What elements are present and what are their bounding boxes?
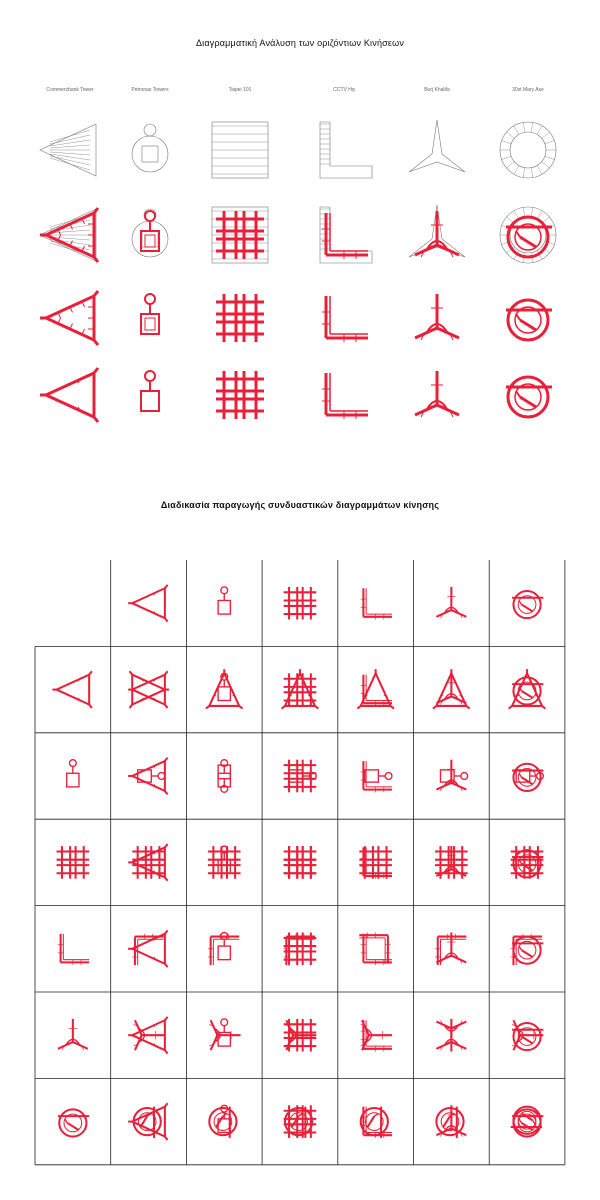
path-line (130, 705, 133, 708)
overlay-petronas (440, 770, 467, 782)
matrix-cell-lshape-triangle (128, 930, 167, 967)
floorplan-burj (409, 120, 465, 172)
floorplan-spoke (531, 168, 533, 178)
overlay-grid (208, 846, 241, 879)
path-line (94, 291, 98, 296)
circulation-diagram-lshape (322, 373, 368, 419)
ring-outer (59, 1109, 86, 1136)
circulation-diagram-burj (415, 371, 459, 417)
matrix-cell-lshape-circle (511, 934, 544, 965)
skybridge-circle (385, 773, 392, 780)
matrix-cell-grid-lshape (359, 846, 392, 879)
path-line (520, 320, 536, 330)
matrix-cell-grid-circle (511, 846, 544, 879)
floorplan-hatch (50, 152, 90, 155)
floorplan-core (142, 146, 158, 162)
path-line (165, 585, 168, 588)
skybridge-circle (145, 294, 155, 304)
path-line (165, 877, 168, 880)
floorplan-core (142, 231, 158, 247)
overlay-triangle (206, 669, 243, 708)
tower-label: Commerzbank Tower (46, 87, 94, 93)
overlay-grid (359, 846, 392, 879)
triangle-path (46, 296, 94, 340)
floorplan-spoke (545, 140, 554, 143)
path-line (206, 706, 209, 709)
tower-label: Burj Khalifa (424, 87, 450, 93)
path-line (165, 1103, 168, 1106)
circulation-diagram-circle (506, 377, 552, 417)
ring-outer (513, 591, 540, 618)
matrix-title: Διαδικασία παραγωγής συνδυαστικών διαγραμμάτων κίνησης (160, 500, 440, 510)
core-rect (218, 687, 230, 701)
floorplan-lshape (320, 122, 372, 178)
ring-outer (513, 1107, 540, 1134)
matrix-cell-burj-lshape (361, 1020, 392, 1051)
floorplan-spoke (502, 156, 511, 159)
floorplan-outline (144, 124, 156, 136)
matrix-cell-burj-grid (284, 1019, 317, 1052)
floorplan-outline (320, 122, 372, 178)
matrix-rowhead-lshape (58, 934, 89, 965)
path-line (509, 706, 512, 709)
path-line (433, 706, 436, 709)
path-line (130, 671, 133, 674)
path-line (522, 691, 533, 698)
ring-outer (508, 217, 548, 257)
path-line (443, 1116, 450, 1127)
floorplan-outline (132, 136, 168, 172)
inner-rect (145, 235, 155, 247)
matrix-rowhead-grid (57, 846, 90, 879)
path-line (165, 844, 168, 847)
overlay-petronas (289, 770, 316, 782)
path-line (520, 237, 536, 247)
floorplan-overlay-circle (500, 207, 556, 263)
matrix-rowhead-circle (58, 1109, 89, 1136)
path-line (516, 314, 520, 320)
floorplan-hatch (50, 158, 90, 170)
triangle-path (57, 675, 90, 705)
matrix-cell-circle-petronas (209, 1105, 236, 1138)
matrix-cell-grid-grid (284, 846, 317, 879)
path-line (542, 706, 545, 709)
overlay-lshape (322, 213, 368, 259)
overlay-burj (134, 1020, 165, 1050)
matrix-header-grid (284, 587, 317, 620)
circulation-diagram-triangle (40, 368, 98, 422)
path-line (165, 671, 168, 674)
path-line (357, 706, 360, 709)
circulation-detail-circle (506, 300, 552, 340)
floorplan-spoke (514, 166, 519, 175)
path-line (239, 706, 242, 709)
circulation-detail-burj (415, 294, 459, 340)
matrix-cell-petronas-lshape (361, 761, 392, 792)
path-line (165, 1137, 168, 1140)
circulation-detail-triangle (40, 291, 98, 345)
skybridge-circle (145, 211, 155, 221)
path-line (89, 705, 92, 708)
floorplan-overlay-triangle (40, 208, 98, 262)
path-line (516, 391, 520, 397)
path-line (94, 257, 98, 262)
path-line (532, 1120, 535, 1124)
circulation-detail-grid (216, 294, 264, 342)
overlay-triangle (282, 669, 319, 708)
path-line (216, 1116, 223, 1127)
matrix-cell-triangle-burj (433, 669, 470, 708)
floorplan-spoke (523, 122, 525, 132)
overlay-grid (511, 846, 544, 879)
matrix-cell-grid-triangle (128, 844, 167, 881)
overlay-triangle (130, 671, 169, 708)
core-rect (141, 231, 159, 251)
floorplan-grid (212, 122, 268, 178)
floorplan-hatch (50, 140, 90, 146)
core-rect (289, 770, 303, 782)
overlay-grid (284, 846, 317, 879)
floorplan-spoke (537, 166, 542, 175)
ring-outer (513, 1109, 540, 1136)
matrix-header-triangle (128, 585, 167, 622)
ring-outer (513, 937, 540, 964)
ring-outer (436, 1108, 463, 1135)
floorplan-spoke (514, 126, 519, 135)
matrix-cell-lshape-burj (435, 932, 466, 965)
core-rect (218, 946, 230, 960)
matrix-cell-triangle-triangle (128, 671, 169, 708)
path-line (315, 706, 318, 709)
matrix-cell-burj-petronas (209, 1019, 240, 1050)
floorplan-overlay-burj (409, 205, 465, 257)
matrix-cell-triangle-circle (509, 669, 546, 708)
matrix-cell-grid-burj (435, 846, 468, 879)
path-line (165, 1017, 168, 1020)
path-line (94, 340, 98, 345)
path-line (94, 368, 98, 373)
path-line (165, 705, 168, 708)
path-line (165, 758, 168, 761)
path-line (367, 1116, 374, 1127)
floorplan-hatch (50, 145, 90, 148)
path-line (391, 706, 394, 709)
path-line (67, 1123, 78, 1130)
floorplan-overlay-lshape (320, 207, 372, 263)
inner-rect (145, 318, 155, 330)
top-title: Διαγραμματική Ανάλυση των οριζόντιων Κινήσεων (195, 38, 405, 48)
floorplan-spoke (523, 168, 525, 178)
floorplan-spoke (502, 140, 511, 143)
matrix-cell-grid-petronas (208, 846, 241, 879)
path-line (519, 773, 522, 777)
matrix-cell-triangle-petronas (206, 669, 243, 708)
path-line (516, 231, 520, 237)
core-rect (141, 391, 159, 411)
matrix-cell-lshape-grid (284, 932, 317, 965)
path-line (165, 791, 168, 794)
path-line (165, 1050, 168, 1053)
tower-label: Taipei 101 (228, 87, 252, 93)
core-rect (218, 600, 230, 614)
floorplan-inner (510, 132, 546, 168)
path-line (522, 605, 533, 612)
tower-label: Petronas Towers (131, 87, 169, 93)
ring-outer (361, 1108, 388, 1135)
path-line (282, 706, 285, 709)
path-line (165, 930, 168, 933)
floorplan-circle (500, 122, 556, 178)
overlay-circle (506, 217, 552, 257)
path-line (165, 964, 168, 967)
path-line (466, 706, 469, 709)
tower-label: CCTV Hq (333, 87, 355, 93)
matrix-cell-circle-grid (284, 1105, 317, 1138)
floorplan-hatch (50, 154, 90, 160)
core-rect (218, 860, 230, 874)
skybridge-circle (145, 371, 155, 381)
skybridge-circle (221, 587, 228, 594)
matrix-cell-burj-burj (436, 1019, 466, 1052)
path-line (519, 600, 522, 604)
skybridge-circle (461, 773, 468, 780)
triangle-path (132, 675, 165, 705)
path-line (94, 417, 98, 422)
matrix-cell-petronas-circle (512, 764, 543, 791)
circulation-diagram-petronas (141, 371, 159, 411)
core-rect (67, 773, 79, 787)
matrix-cell-lshape-lshape (359, 932, 392, 965)
overlay-grid (132, 846, 165, 879)
matrix-header-circle (512, 591, 543, 618)
ring-outer (513, 677, 540, 704)
path-line (165, 618, 168, 621)
path-line (519, 946, 522, 950)
floorplan-petronas (132, 124, 168, 172)
ring-outer (508, 300, 548, 340)
matrix-cell-petronas-triangle (128, 758, 167, 795)
matrix-cell-circle-lshape (361, 1107, 392, 1138)
matrix-cell-petronas-grid (284, 760, 317, 793)
path-line (65, 1119, 68, 1123)
triangle-path (132, 588, 165, 618)
circulation-detail-lshape (322, 296, 368, 342)
circulation-detail-petronas (141, 294, 159, 334)
floorplan-overlay-petronas (132, 209, 168, 257)
skybridge-circle (69, 760, 76, 767)
matrix-cell-circle-burj (436, 1105, 466, 1138)
matrix-rowhead-burj (58, 1019, 88, 1050)
matrix-header-burj (436, 587, 466, 618)
floorplan-triangle (40, 124, 96, 176)
core-rect (365, 770, 379, 782)
floorplan-outline (409, 120, 465, 172)
path-line (519, 1119, 522, 1123)
matrix-header-petronas (218, 587, 230, 614)
overlay-petronas (141, 211, 159, 251)
overlay-burj (415, 211, 459, 257)
matrix-cell-triangle-lshape (357, 669, 394, 708)
matrix-rowhead-petronas (67, 760, 79, 787)
path-line (89, 671, 92, 674)
floorplan-spoke (542, 162, 550, 168)
triangle-path (132, 675, 165, 705)
core-rect (141, 314, 159, 334)
path-line (520, 397, 536, 407)
ring-outer (134, 1108, 161, 1135)
path-line (522, 950, 533, 957)
circulation-diagram-grid (216, 371, 264, 419)
floorplan-spoke (537, 126, 542, 135)
path-line (94, 208, 98, 213)
matrix-cell-circle-triangle (128, 1103, 167, 1140)
path-line (522, 777, 533, 784)
matrix-cell-burj-circle (512, 1020, 543, 1050)
matrix-cell-triangle-grid (282, 669, 319, 708)
path-line (374, 1113, 378, 1116)
floorplan-spoke (507, 132, 515, 138)
matrix-cell-burj-triangle (128, 1017, 167, 1054)
floorplan-spoke (531, 122, 533, 132)
ring-outer (508, 377, 548, 417)
matrix-header-lshape (361, 588, 392, 619)
floorplan-spoke (542, 132, 550, 138)
tower-label: 30st Mary Axe (512, 87, 544, 93)
matrix-rowhead-triangle (52, 671, 91, 708)
matrix-cell-petronas-petronas (218, 760, 230, 793)
matrix-cell-petronas-burj (436, 760, 467, 791)
matrix-cell-circle-circle (511, 1107, 544, 1137)
floorplan-spoke (507, 162, 515, 168)
overlay-petronas (365, 770, 392, 782)
skybridge-circle (221, 1019, 228, 1026)
triangle-path (46, 373, 94, 417)
floorplan-spoke (545, 156, 554, 159)
path-line (522, 1037, 533, 1044)
floorplan-overlay-grid (212, 207, 268, 263)
floorplan-hatch (50, 130, 90, 142)
matrix-cell-lshape-petronas (208, 932, 239, 965)
